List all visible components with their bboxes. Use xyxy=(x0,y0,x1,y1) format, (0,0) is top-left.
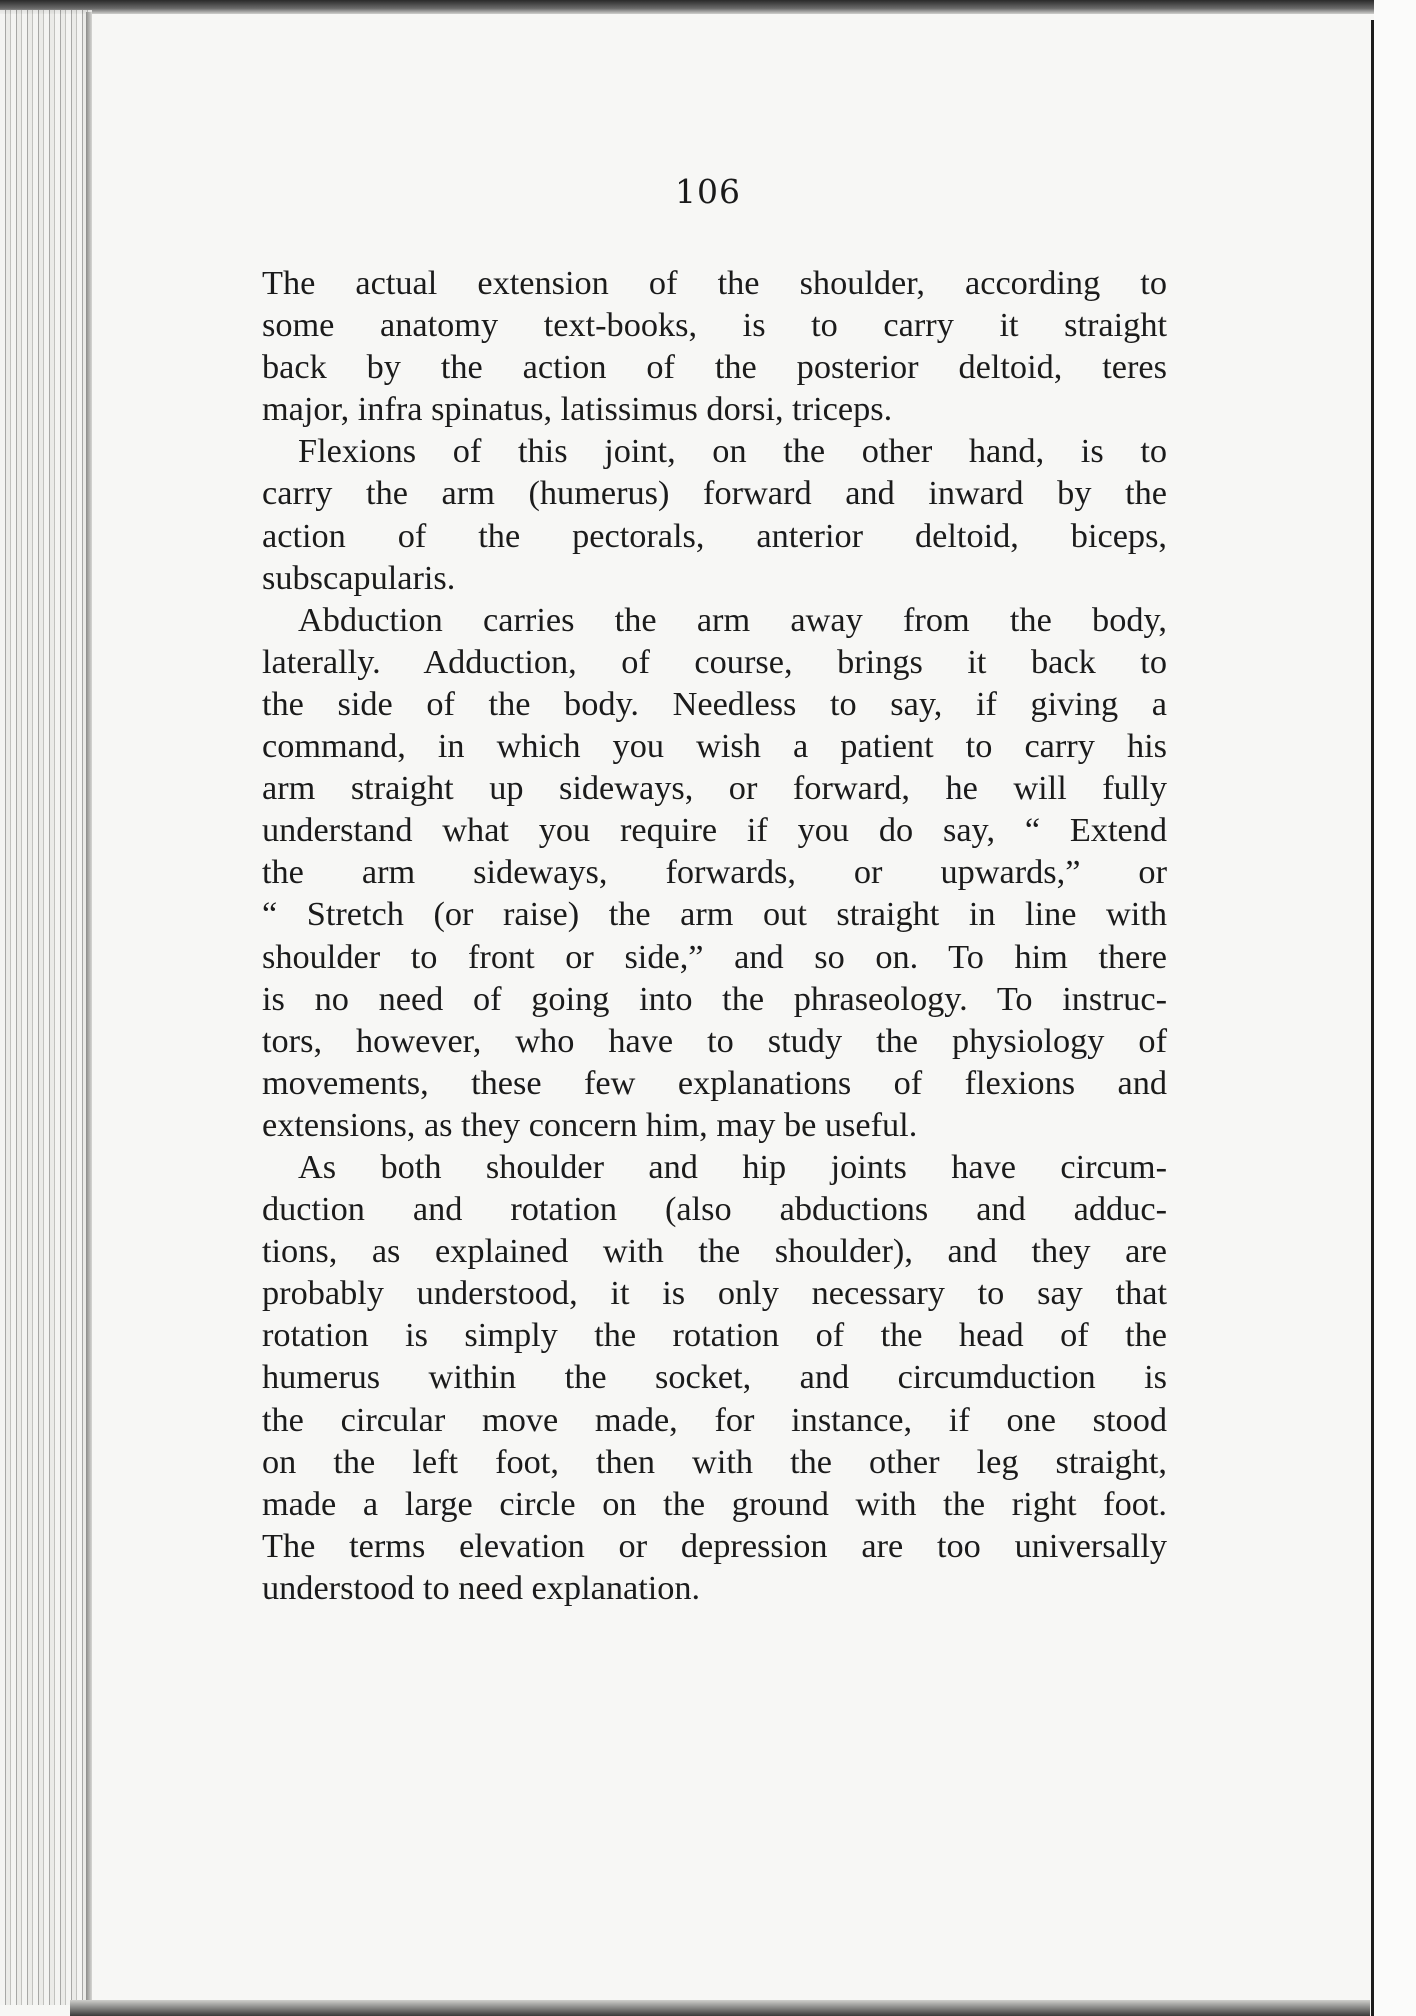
text-line: action of the pectorals, anterior deltoid, biceps, xyxy=(262,516,1167,555)
paragraph xyxy=(262,262,1167,430)
text-line: probably understood, it is only necessary to say that xyxy=(262,1274,1167,1313)
text-line: major, infra spinatus, latissimus dorsi, triceps. xyxy=(262,390,893,429)
text-line: rotation is simply the rotation of the head of the xyxy=(262,1316,1167,1355)
text-line: Abduction carries the arm away from the body, xyxy=(298,600,1167,639)
text-line: tors, however, who have to study the physiology of xyxy=(262,1021,1167,1060)
text-line: The actual extension of the shoulder, according to xyxy=(262,264,1167,302)
body-text xyxy=(262,262,1167,1609)
text-line: arm straight up sideways, or forward, he will fully xyxy=(262,769,1167,808)
page-number: 106 xyxy=(675,172,741,211)
paragraph xyxy=(262,430,1167,598)
text-line: movements, these few explanations of flexions and xyxy=(262,1063,1167,1102)
text-line: The terms elevation or depression are too universally xyxy=(262,1526,1167,1565)
text-line: command, in which you wish a patient to carry his xyxy=(262,727,1167,766)
text-line: humerus within the socket, and circumduction is xyxy=(262,1358,1167,1397)
scan-right-margin xyxy=(1374,0,1416,2016)
text-line: subscapularis. xyxy=(262,558,456,597)
page-leaf-edges xyxy=(0,10,92,2005)
text-line: made a large circle on the ground with the right foot. xyxy=(262,1484,1167,1523)
text-line: understand what you require if you do say, “ Extend xyxy=(262,811,1167,850)
text-line: “ Stretch (or raise) the arm out straight in line with xyxy=(262,895,1167,934)
scan-bottom-edge xyxy=(70,2000,1370,2016)
text-line: carry the arm (humerus) forward and inward by the xyxy=(262,474,1167,513)
text-line: shoulder to front or side,” and so on. To him there xyxy=(262,937,1167,976)
text-line: is no need of going into the phraseology. To instruc- xyxy=(262,979,1167,1018)
text-line: back by the action of the posterior deltoid, teres xyxy=(262,348,1167,387)
text-line: Flexions of this joint, on the other hand, is to xyxy=(298,432,1167,471)
text-line: the side of the body. Needless to say, if giving a xyxy=(262,684,1167,723)
text-line: laterally. Adduction, of course, brings it back to xyxy=(262,642,1167,681)
text-line: the arm sideways, forwards, or upwards,” or xyxy=(262,853,1167,892)
text-line: on the left foot, then with the other leg straight, xyxy=(262,1442,1167,1481)
text-line: tions, as explained with the shoulder), and they are xyxy=(262,1232,1167,1271)
text-line: understood to need explanation. xyxy=(262,1568,701,1607)
paragraph xyxy=(262,599,1167,1146)
text-line: some anatomy text-books, is to carry it straight xyxy=(262,306,1167,345)
paragraph xyxy=(262,1146,1167,1609)
text-line: the circular move made, for instance, if one stood xyxy=(262,1400,1167,1439)
text-line: extensions, as they concern him, may be useful. xyxy=(262,1105,918,1144)
text-line: As both shoulder and hip joints have circum- xyxy=(298,1147,1167,1186)
scan-top-edge xyxy=(0,0,1416,14)
text-line: duction and rotation (also abductions and adduc- xyxy=(262,1190,1167,1229)
page-gutter-shadow xyxy=(86,12,92,2002)
